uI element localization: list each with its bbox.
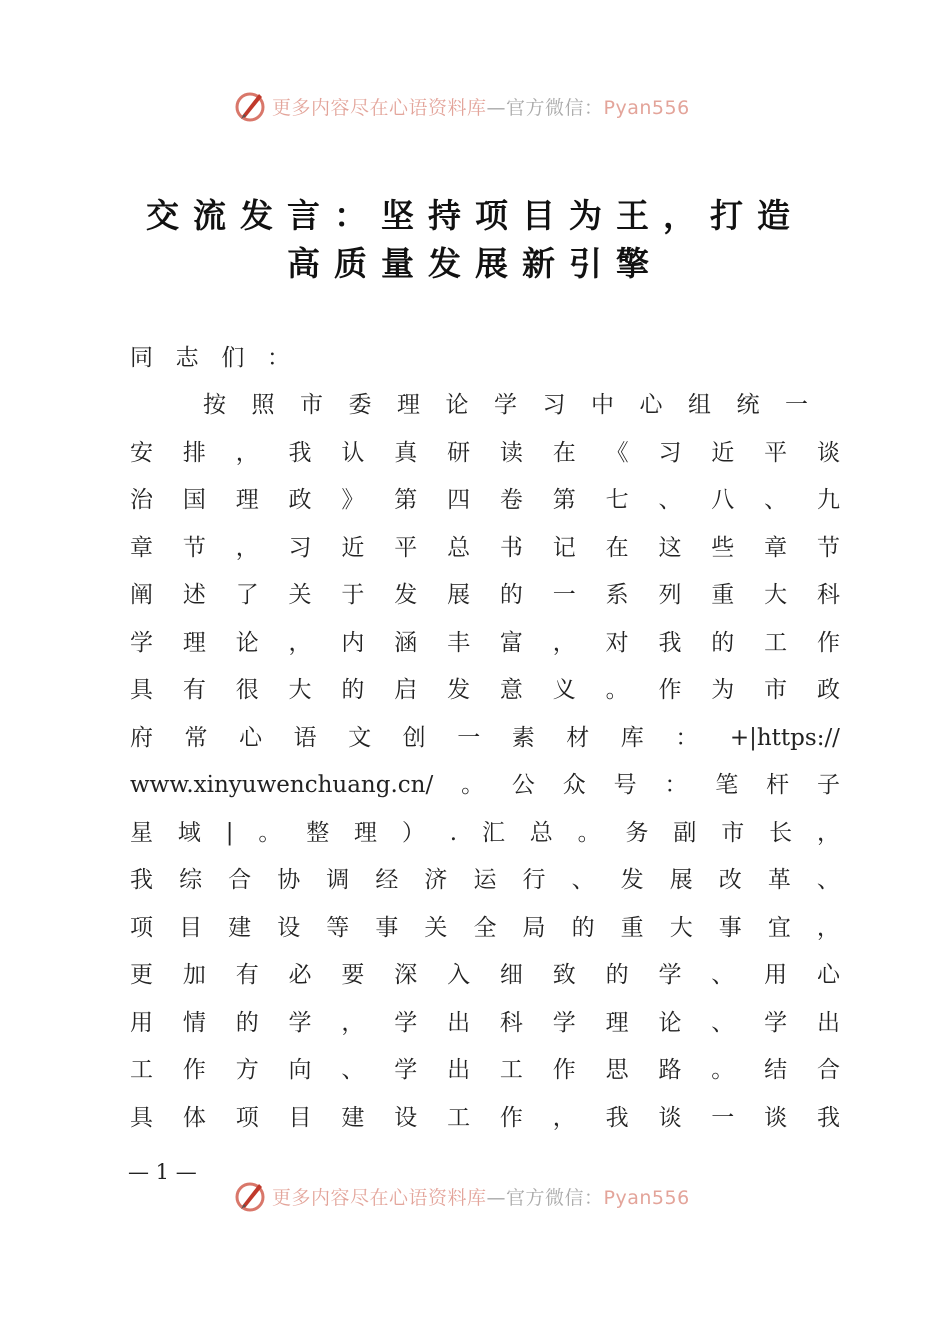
body-line: 章 节 ， 习 近 平 总 书 记 在 这 些 章 节 [130,535,840,561]
watermark-text: 更多内容尽在心语资料库—官方微信：Pyan556 [272,1186,690,1209]
body-line: 治 国 理 政 》 第 四 卷 第 七 、 八 、 九 [130,487,840,513]
body-line: 具 体 项 目 建 设 工 作 ， 我 谈 一 谈 我 [130,1105,840,1131]
body-line: 工 作 方 向 、 学 出 工 作 思 路 。 结 合 [130,1057,840,1083]
page-number: — 1 — [128,1160,197,1184]
watermark-text: 更多内容尽在心语资料库—官方微信：Pyan556 [272,96,690,119]
watermark-footer [232,1176,690,1216]
body-line: 同 志 们 ： [130,345,290,371]
body-line: 阐 述 了 关 于 发 展 的 一 系 列 重 大 科 [130,582,840,608]
body-line: 更 加 有 必 要 深 入 细 致 的 学 、 用 心 [130,962,840,988]
body-line: 府 常 心 语 文 创 一 素 材 库 ： +|https:// [130,725,840,751]
quill-pen-icon [232,88,268,124]
watermark-header [232,86,690,126]
body-line: 项 目 建 设 等 事 关 全 局 的 重 大 事 宜 ， [130,915,840,941]
body-line: 学 理 论 ， 内 涵 丰 富 ， 对 我 的 工 作 [130,630,840,656]
body-line: 星 域 | 。 整 理 ） . 汇 总 。 务 副 市 长 ， [130,820,840,846]
body-line: 我 综 合 协 调 经 济 运 行 、 发 展 改 革 、 [130,867,840,893]
body-line: 按 照 市 委 理 论 学 习 中 心 组 统 一 [203,392,808,418]
document-title-line-2: 高质量发展新引擎 [287,244,663,283]
body-line: 用 情 的 学 ， 学 出 科 学 理 论 、 学 出 [130,1010,840,1036]
body-line: www.xinyuwenchuang.cn/ 。 公 众 号 ： 笔 杆 子 [130,772,840,798]
body-line: 安 排 ， 我 认 真 研 读 在 《 习 近 平 谈 [130,440,840,466]
document-title-line-1: 交流发言：坚持项目为王，打造 [146,196,804,235]
body-line: 具 有 很 大 的 启 发 意 义 。 作 为 市 政 [130,677,840,703]
quill-pen-icon [232,1178,268,1214]
